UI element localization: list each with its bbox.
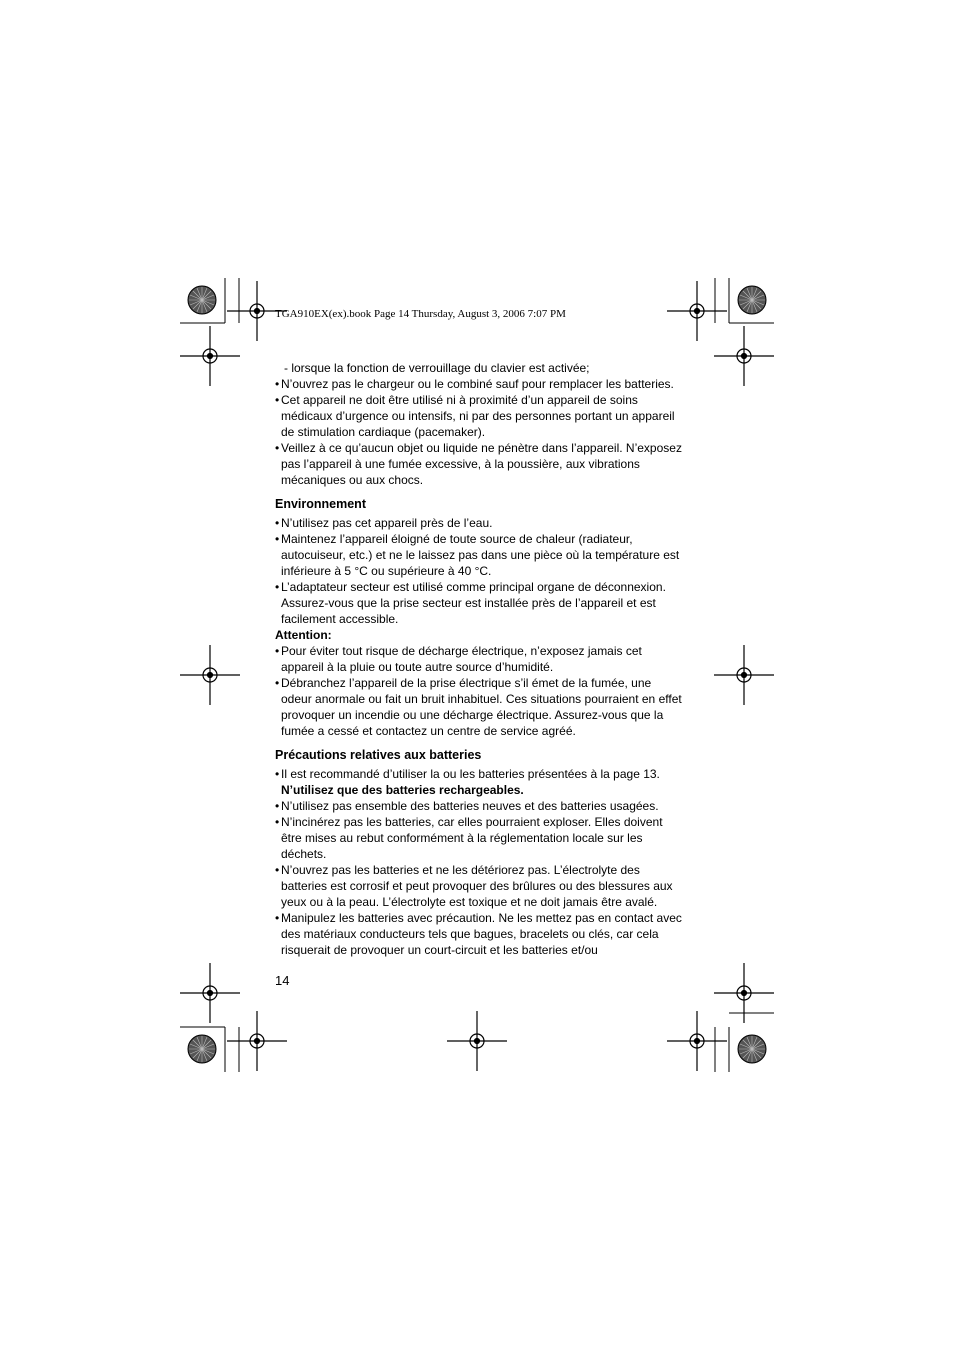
bullet-item: • L’adaptateur secteur est utilisé comme principal organe de déconnexion. Assurez-vous que la prise secteur est installée près de l’appareil et est facilement accessible. — [275, 580, 666, 626]
registration-mark — [180, 326, 240, 386]
dial-mark — [188, 1035, 216, 1063]
registration-mark — [667, 281, 727, 341]
registration-mark — [714, 326, 774, 386]
dial-mark — [738, 1035, 766, 1063]
bullet-item: • N’utilisez pas cet appareil près de l’eau. — [275, 516, 493, 530]
registration-mark — [714, 645, 774, 705]
bullet-item: • Veillez à ce qu’aucun objet ou liquide ne pénètre dans l’appareil. N’exposez pas l’appareil à une fumée excessive, à la poussière, aux vibrations mécaniques ou aux chocs. — [275, 441, 682, 487]
registration-mark — [667, 1011, 727, 1071]
bullet-item: • N’utilisez pas ensemble des batteries neuves et des batteries usagées. — [275, 799, 659, 813]
bold-warning: N’utilisez que des batteries rechargeables. — [281, 783, 524, 797]
bullet-item: • Débranchez l’appareil de la prise électrique s’il émet de la fumée, une odeur anormale ou fait un bruit inhabituel. Ces situations pourraient en effet provoquer un incendie ou une décharge électrique. Assurez-vous que la fumée a cessé et contactez un centre de service agréé. — [275, 676, 682, 738]
page-number: 14 — [275, 973, 290, 988]
registration-mark — [714, 963, 774, 1023]
bullet-item: • Cet appareil ne doit être utilisé ni à proximité d’un appareil de soins médicaux d’urgence ou intensifs, ni par des personnes portant un appareil de stimulation cardiaque (pacemaker). — [275, 393, 675, 439]
dial-mark — [188, 286, 216, 314]
section-heading-batteries: Précautions relatives aux batteries — [275, 748, 482, 762]
bullet-item: • Manipulez les batteries avec précaution. Ne les mettez pas en contact avec des matériaux conducteurs tels que bagues, bracelets ou clés, car cela risquerait de provoquer un court-circuit et les batteries et/ou — [275, 911, 682, 957]
page-content — [275, 360, 685, 958]
registration-mark — [447, 1011, 507, 1071]
bullet-item: • N’ouvrez pas le chargeur ou le combiné sauf pour remplacer les batteries. — [275, 377, 674, 391]
section-heading-environment: Environnement — [275, 497, 366, 511]
file-info-header: TGA910EX(ex).book Page 14 Thursday, August 3, 2006 7:07 PM — [275, 308, 566, 320]
attention-label: Attention: — [275, 628, 332, 642]
dial-mark — [738, 286, 766, 314]
bullet-item: • Pour éviter tout risque de décharge électrique, n’exposez jamais cet appareil à la pluie ou toute autre source d’humidité. — [275, 644, 642, 674]
registration-mark — [227, 1011, 287, 1071]
bullet-item: • Il est recommandé d’utiliser la ou les batteries présentées à la page 13. N’utilisez que des batteries rechargeables. — [275, 767, 660, 797]
bullet-item: • N’ouvrez pas les batteries et ne les détériorez pas. L’électrolyte des batteries est corrosif et peut provoquer des brûlures ou des blessures aux yeux ou à la peau. L’électrolyte est toxique et ne doit jamais être avalé. — [275, 863, 673, 909]
registration-mark — [180, 645, 240, 705]
bullet-item: • N’incinérez pas les batteries, car elles pourraient exploser. Elles doivent être mises au rebut conformément à la réglementation locale sur les déchets. — [275, 815, 663, 861]
bullet-item: • Maintenez l’appareil éloigné de toute source de chaleur (radiateur, autocuiseur, etc.) et ne le laissez pas dans une pièce où la température est inférieure à 5 °C ou supérieure à 40 °C. — [275, 532, 680, 578]
dash-item: - lorsque la fonction de verrouillage du clavier est activée; — [284, 361, 590, 375]
registration-mark — [180, 963, 240, 1023]
